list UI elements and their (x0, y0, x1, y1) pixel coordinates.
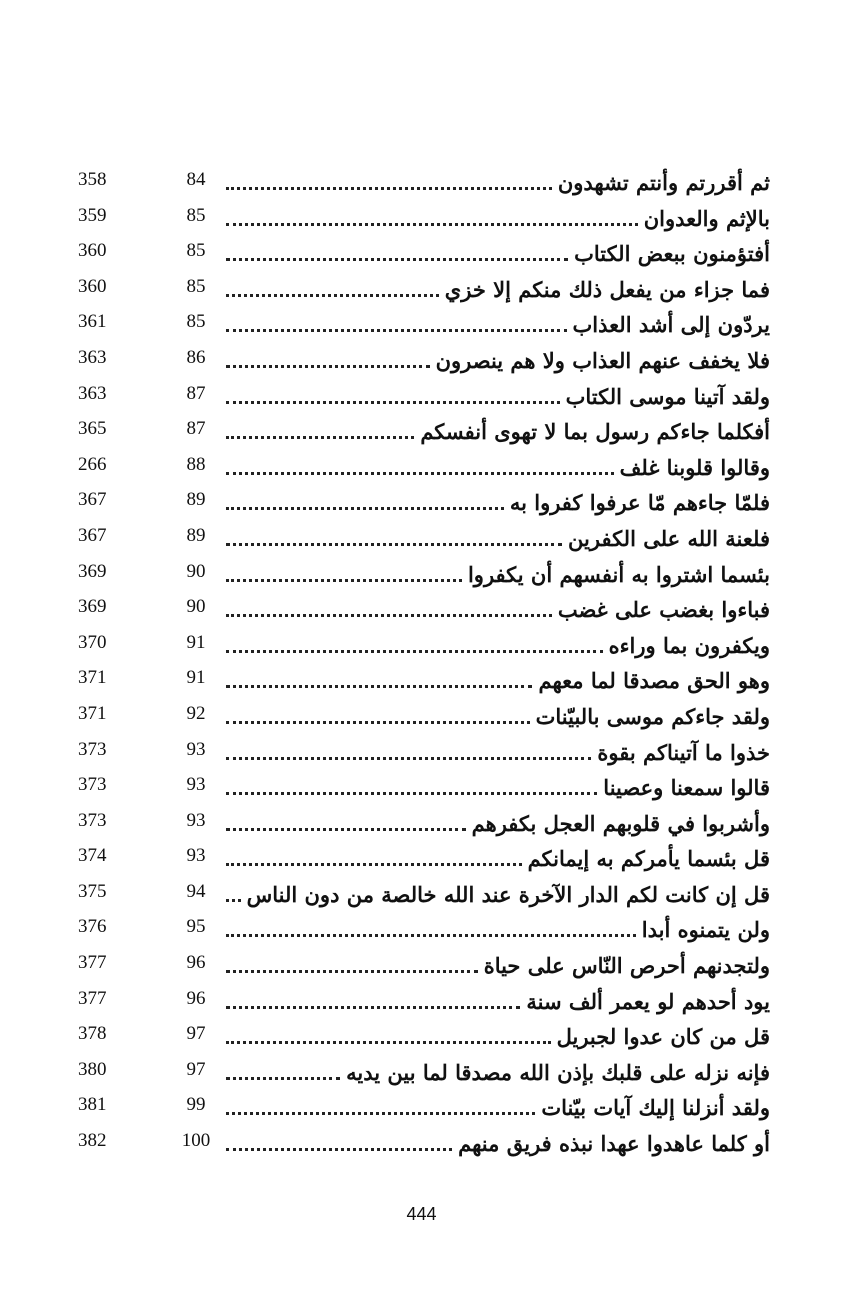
verse-number-cell: 86 (186, 346, 206, 368)
verse-number-cell: 100 (181, 1130, 211, 1152)
index-row (78, 806, 770, 842)
phrase-text: وقالوا قلوبنا غلف (619, 454, 770, 480)
page-number-cell: 363 (78, 382, 107, 404)
verse-number-cell: 89 (186, 524, 206, 546)
index-row (78, 877, 770, 913)
phrase-cell (226, 201, 770, 236)
dot-leader (226, 294, 439, 297)
phrase-text: قل إن كانت لكم الدار الآخرة عند الله خالصة من دون الناس (246, 881, 770, 907)
phrase-cell (226, 841, 770, 876)
dot-leader (226, 650, 603, 653)
phrase-cell (226, 1055, 770, 1090)
phrase-text: قل من كان عدوا لجبريل (556, 1024, 770, 1050)
dot-leader (226, 401, 560, 404)
dot-leader (226, 223, 638, 226)
phrase-cell (226, 1126, 770, 1161)
dot-leader (226, 757, 591, 760)
phrase-text: قل بئسما يأمركم به إيمانكم (527, 846, 770, 872)
index-row (78, 984, 770, 1020)
dot-leader (226, 1077, 340, 1080)
phrase-text: يردّون إلى أشد العذاب (572, 312, 770, 338)
index-row (78, 379, 770, 415)
dot-leader (226, 329, 567, 332)
page-number-cell: 373 (78, 774, 107, 796)
phrase-text: ولن يتمنوه أبدا (641, 917, 770, 943)
page-number-cell: 358 (78, 169, 107, 190)
phrase-text: يود أحدهم لو يعمر ألف سنة (526, 988, 770, 1014)
verse-number-cell: 93 (186, 809, 206, 831)
page-number-cell: 378 (78, 1023, 107, 1045)
verse-number-cell: 96 (186, 987, 206, 1009)
dot-leader (226, 970, 478, 973)
verse-number-cell: 97 (186, 1058, 206, 1080)
phrase-cell (226, 1090, 770, 1125)
verse-number-cell: 96 (186, 952, 206, 974)
index-row (78, 272, 770, 308)
phrase-cell (226, 272, 770, 307)
index-list (78, 165, 770, 1162)
dot-leader (226, 365, 430, 368)
verse-number-cell: 91 (186, 667, 206, 689)
page-number-cell: 373 (78, 738, 107, 760)
index-row (78, 1090, 770, 1126)
index-row (78, 165, 770, 201)
dot-leader (226, 899, 241, 902)
page-number-cell: 361 (78, 311, 107, 333)
verse-number-cell: 85 (186, 240, 206, 262)
phrase-text: خذوا ما آتيناكم بقوة (597, 739, 770, 765)
phrase-cell (226, 414, 770, 449)
page-number-cell: 375 (78, 880, 107, 902)
index-row (78, 948, 770, 984)
verse-number-cell: 95 (186, 916, 206, 938)
verse-number-cell: 97 (186, 1023, 206, 1045)
phrase-text: قالوا سمعنا وعصينا (603, 775, 770, 801)
page-number-cell: 367 (78, 524, 107, 546)
dot-leader (226, 187, 552, 190)
index-row (78, 236, 770, 272)
page-number-cell: 371 (78, 667, 107, 689)
phrase-text: أو كلما عاهدوا عهدا نبذه فريق منهم (458, 1131, 770, 1157)
phrase-text: ويكفرون بما وراءه (608, 632, 770, 658)
phrase-cell (226, 521, 770, 556)
phrase-cell (226, 948, 770, 983)
phrase-cell (226, 912, 770, 947)
phrase-text: بالإثم والعدوان (643, 205, 770, 231)
phrase-text: فلعنة الله على الكفرين (568, 525, 770, 551)
page-number-cell: 266 (78, 453, 107, 475)
phrase-cell (226, 557, 770, 592)
page-number-cell: 371 (78, 702, 107, 724)
page-number: 444 (406, 1204, 437, 1224)
dot-leader (226, 792, 597, 795)
phrase-text: فلمّا جاءهم مّا عرفوا كفروا به (509, 490, 770, 516)
phrase-cell (226, 663, 770, 698)
phrase-cell (226, 1019, 770, 1054)
phrase-text: فلا يخفف عنهم العذاب ولا هم ينصرون (435, 347, 770, 373)
page-number-cell: 369 (78, 596, 107, 618)
phrase-text: فإنه نزله على قلبك بإذن الله مصدقا لما بين يديه (346, 1059, 770, 1085)
index-row (78, 1055, 770, 1091)
dot-leader (226, 1112, 535, 1115)
index-row (78, 307, 770, 343)
phrase-cell (226, 699, 770, 734)
verse-number-cell: 88 (186, 453, 206, 475)
page-number-cell: 373 (78, 809, 107, 831)
index-row (78, 485, 770, 521)
page-number-cell: 367 (78, 489, 107, 511)
index-row (78, 770, 770, 806)
dot-leader (226, 543, 562, 546)
page-number-cell: 382 (78, 1130, 107, 1152)
verse-number-cell: 99 (186, 1094, 206, 1116)
phrase-text: ولقد آتينا موسى الكتاب (565, 383, 770, 409)
index-row (78, 735, 770, 771)
index-row (78, 201, 770, 237)
index-row (78, 1019, 770, 1055)
dot-leader (226, 1006, 520, 1009)
verse-number-cell: 85 (186, 204, 206, 226)
page-number-cell: 365 (78, 418, 107, 440)
verse-number-cell: 90 (186, 560, 206, 582)
page-number-cell: 374 (78, 845, 107, 867)
phrase-text: فباءوا بغضب على غضب (557, 597, 770, 623)
dot-leader (226, 1148, 452, 1151)
page-number-cell: 369 (78, 560, 107, 582)
phrase-cell (226, 628, 770, 663)
verse-number-cell: 84 (186, 169, 206, 190)
page-number-cell: 363 (78, 346, 107, 368)
page-number-cell: 360 (78, 240, 107, 262)
index-row (78, 521, 770, 557)
phrase-cell (226, 485, 770, 520)
phrase-cell (226, 450, 770, 485)
phrase-cell (226, 343, 770, 378)
phrase-cell (226, 236, 770, 271)
dot-leader (226, 472, 614, 475)
index-row (78, 841, 770, 877)
verse-number-cell: 93 (186, 774, 206, 796)
verse-number-cell: 85 (186, 275, 206, 297)
phrase-cell (226, 165, 770, 200)
verse-number-cell: 91 (186, 631, 206, 653)
dot-leader (226, 436, 414, 439)
page-number-cell: 359 (78, 204, 107, 226)
verse-number-cell: 94 (186, 880, 206, 902)
phrase-cell (226, 307, 770, 342)
phrase-text: وهو الحق مصدقا لما معهم (538, 668, 770, 694)
dot-leader (226, 934, 636, 937)
phrase-text: ثم أقررتم وأنتم تشهدون (557, 170, 770, 195)
phrase-text: ولقد أنزلنا إليك آيات بيّنات (541, 1095, 770, 1121)
verse-number-cell: 89 (186, 489, 206, 511)
index-row (78, 343, 770, 379)
index-row (78, 414, 770, 450)
phrase-cell (226, 984, 770, 1019)
phrase-text: بئسما اشتروا به أنفسهم أن يكفروا (467, 561, 770, 587)
page-number-cell: 376 (78, 916, 107, 938)
phrase-text: أفتؤمنون ببعض الكتاب (574, 241, 770, 267)
verse-number-cell: 87 (186, 382, 206, 404)
phrase-text: أفكلما جاءكم رسول بما لا تهوى أنفسكم (420, 419, 770, 445)
phrase-cell (226, 592, 770, 627)
index-row (78, 592, 770, 628)
phrase-cell (226, 770, 770, 805)
verse-number-cell: 87 (186, 418, 206, 440)
phrase-text: وأشربوا في قلوبهم العجل بكفرهم (471, 810, 770, 836)
dot-leader (226, 579, 462, 582)
index-row (78, 1126, 770, 1162)
dot-leader (226, 685, 532, 688)
phrase-cell (226, 735, 770, 770)
index-row (78, 450, 770, 486)
index-row (78, 699, 770, 735)
index-row (78, 628, 770, 664)
phrase-text: فما جزاء من يفعل ذلك منكم إلا خزي (444, 276, 770, 302)
dot-leader (226, 721, 530, 724)
index-row (78, 912, 770, 948)
page-number-cell: 377 (78, 952, 107, 974)
page-number-cell: 360 (78, 275, 107, 297)
verse-number-cell: 85 (186, 311, 206, 333)
verse-number-cell: 90 (186, 596, 206, 618)
page-number-cell: 380 (78, 1058, 107, 1080)
dot-leader (226, 828, 466, 831)
phrase-cell (226, 806, 770, 841)
dot-leader (226, 614, 552, 617)
page-number-cell: 381 (78, 1094, 107, 1116)
index-row (78, 557, 770, 593)
index-row (78, 663, 770, 699)
phrase-cell (226, 877, 770, 912)
phrase-cell (226, 379, 770, 414)
page-number-cell: 377 (78, 987, 107, 1009)
dot-leader (226, 507, 504, 510)
phrase-text: ولقد جاءكم موسى بالبيّنات (535, 703, 770, 729)
dot-leader (226, 258, 568, 261)
verse-number-cell: 93 (186, 738, 206, 760)
verse-number-cell: 92 (186, 702, 206, 724)
verse-number-cell: 93 (186, 845, 206, 867)
dot-leader (226, 1041, 551, 1044)
page-number-cell: 370 (78, 631, 107, 653)
phrase-text: ولتجدنهم أحرص النّاس على حياة (483, 953, 770, 979)
dot-leader (226, 863, 522, 866)
